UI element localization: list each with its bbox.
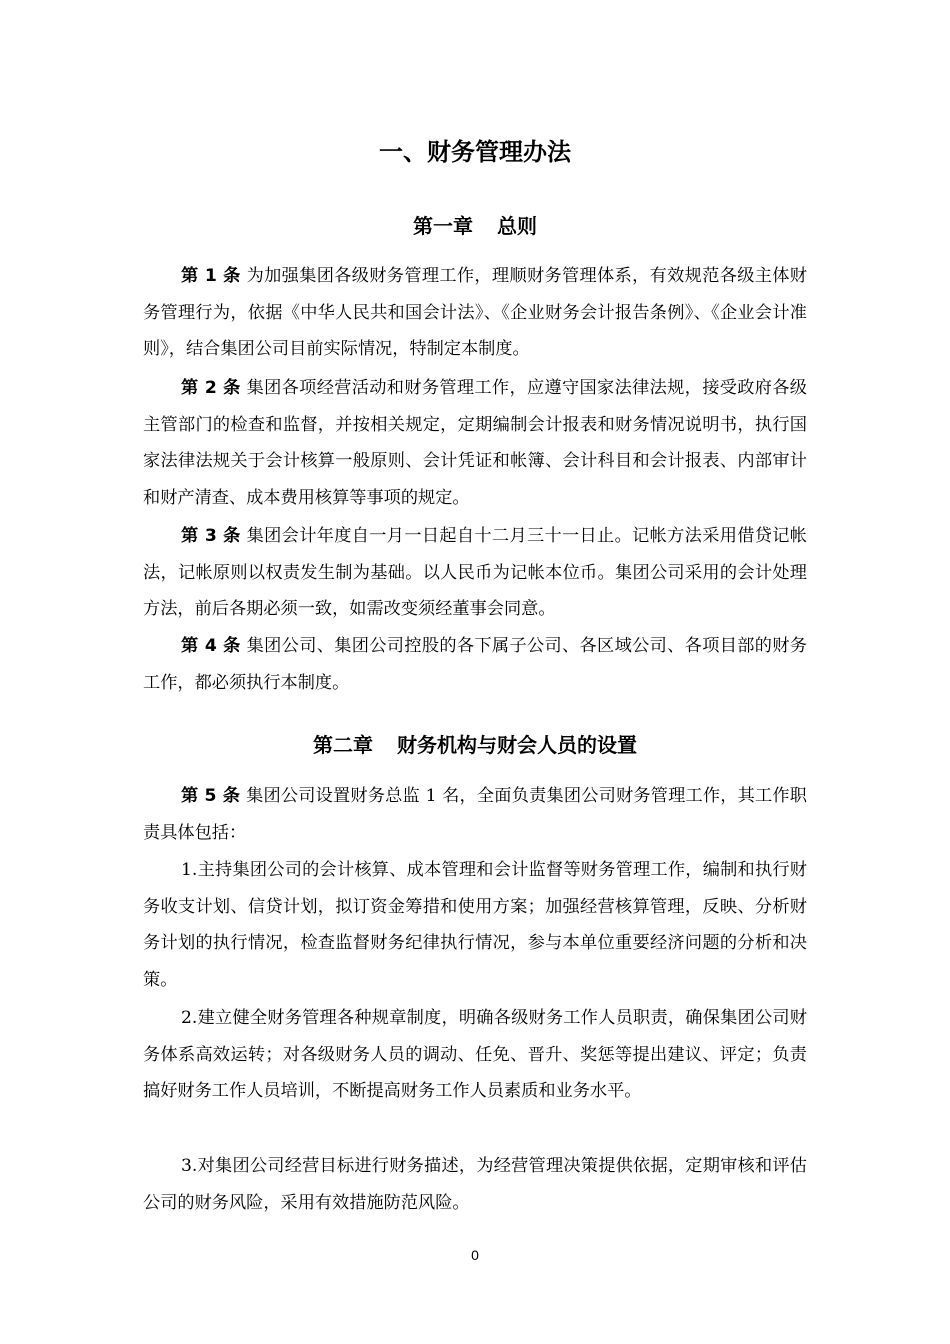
page-number: 0 bbox=[471, 1247, 479, 1263]
article-label: 第 1 条 bbox=[181, 266, 241, 286]
chapter-name: 财务机构与财会人员的设置 bbox=[397, 733, 637, 757]
article-label: 第 2 条 bbox=[181, 378, 241, 398]
article-label: 第 4 条 bbox=[181, 636, 241, 656]
duty-item-1: 1.主持集团公司的会计核算、成本管理和会计监督等财务管理工作，编制和执行财务收支计划、信贷计划，拟订资金筹措和使用方案；加强经营核算管理，反映、分析财务计划的执行情况，检查监督财务纪律执行情况，参与本单位重要经济问题的分析和决策。 bbox=[143, 860, 807, 990]
article-2 bbox=[143, 370, 807, 516]
chapter-number: 第二章 bbox=[313, 733, 373, 757]
chapter-heading-1 bbox=[143, 211, 807, 241]
article-label: 第 3 条 bbox=[181, 526, 241, 546]
duty-item-2: 2.建立健全财务管理各种规章制度，明确各级财务工作人员职责，确保集团公司财务体系高效运转；对各级财务人员的调动、任免、晋升、奖惩等提出建议、评定；负责搞好财务工作人员培训，不断提高财务工作人员素质和业务水平。 bbox=[143, 1008, 807, 1101]
article-text: 集团各项经营活动和财务管理工作，应遵守国家法律法规，接受政府各级主管部门的检查和监督，并按相关规定，定期编制会计报表和财务情况说明书，执行国家法律法规关于会计核算一般原则、会计凭证和帐簿、会计科目和会计报表、内部审计和财产清查、成本费用核算等事项的规定。 bbox=[143, 378, 807, 508]
article-text: 集团公司设置财务总监 1 名，全面负责集团公司财务管理工作，其工作职责具体包括： bbox=[143, 786, 807, 843]
document-title: 一、财务管理办法 bbox=[379, 138, 571, 166]
article-text: 集团公司、集团公司控股的各下属子公司、各区域公司、各项目部的财务工作，都必须执行本制度。 bbox=[143, 636, 807, 693]
chapter-heading-2 bbox=[143, 730, 807, 760]
article-1 bbox=[143, 258, 807, 368]
article-4 bbox=[143, 628, 807, 701]
article-3 bbox=[143, 518, 807, 628]
article-text: 集团会计年度自一月一日起自十二月三十一日止。记帐方法采用借贷记帐法，记帐原则以权责发生制为基础。以人民币为记帐本位币。集团公司采用的会计处理方法，前后各期必须一致，如需改变须经董事会同意。 bbox=[143, 526, 807, 619]
article-label: 第 5 条 bbox=[181, 786, 241, 806]
chapter-name: 总则 bbox=[497, 214, 537, 238]
chapter-number: 第一章 bbox=[413, 214, 473, 238]
article-5 bbox=[143, 778, 807, 851]
duty-item-3: 3.对集团公司经营目标进行财务描述，为经营管理决策提供依据，定期审核和评估公司的财务风险，采用有效措施防范风险。 bbox=[143, 1156, 807, 1213]
article-text: 为加强集团各级财务管理工作，理顺财务管理体系，有效规范各级主体财务管理行为，依据《中华人民共和国会计法》、《企业财务会计报告条例》、《企业会计准则》，结合集团公司目前实际情况，特制定本制度。 bbox=[143, 266, 807, 359]
